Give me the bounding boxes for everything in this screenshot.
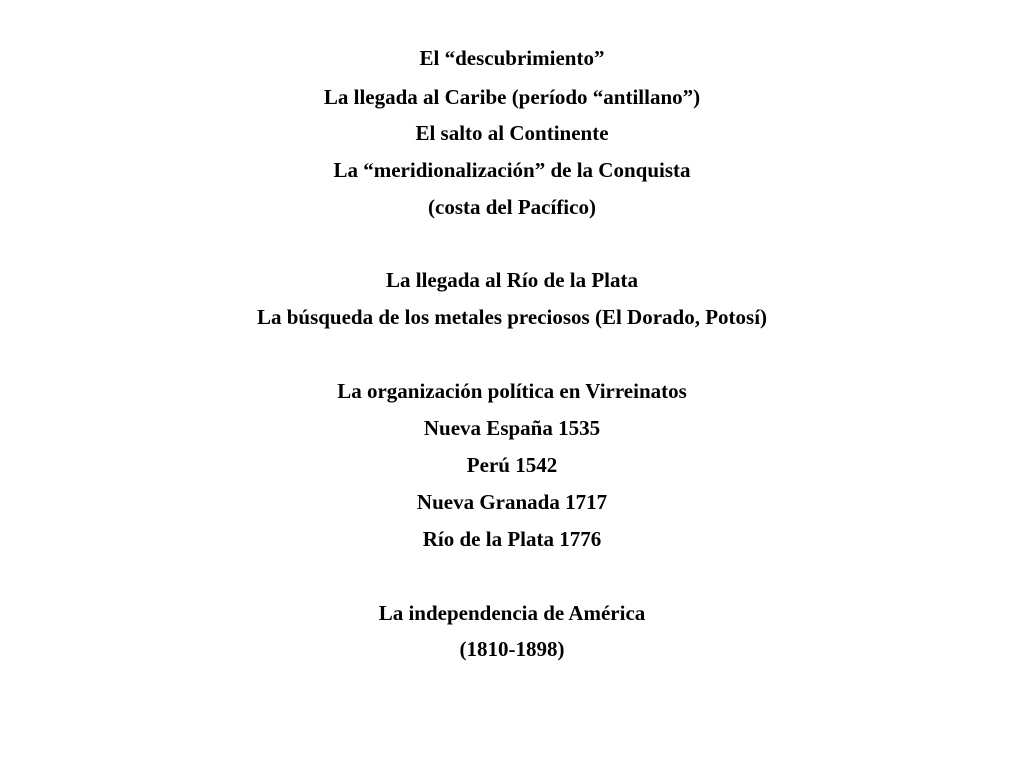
line-metales-preciosos: La búsqueda de los metales preciosos (El Dorado, Potosí) (256, 305, 768, 329)
line-peru: Perú 1542 (466, 453, 558, 477)
line-rio-de-la-plata: La llegada al Río de la Plata (386, 268, 638, 292)
line-independencia: La independencia de América (378, 601, 646, 625)
line-rio-plata-1776: Río de la Plata 1776 (422, 527, 602, 551)
line-salto-continente: El salto al Continente (415, 121, 609, 145)
line-nueva-espana: Nueva España 1535 (423, 416, 601, 440)
line-costa-pacifico: (costa del Pacífico) (428, 195, 596, 219)
line-fechas-independencia: (1810-1898) (459, 637, 565, 661)
line-nueva-granada: Nueva Granada 1717 (416, 490, 608, 514)
line-llegada-caribe: La llegada al Caribe (período “antillano”) (323, 85, 701, 109)
line-meridionalizacion: La “meridionalización” de la Conquista (333, 158, 691, 182)
line-organizacion-politica: La organización política en Virreinatos (337, 379, 687, 403)
line-descubrimiento: El “descubrimiento” (419, 46, 605, 70)
